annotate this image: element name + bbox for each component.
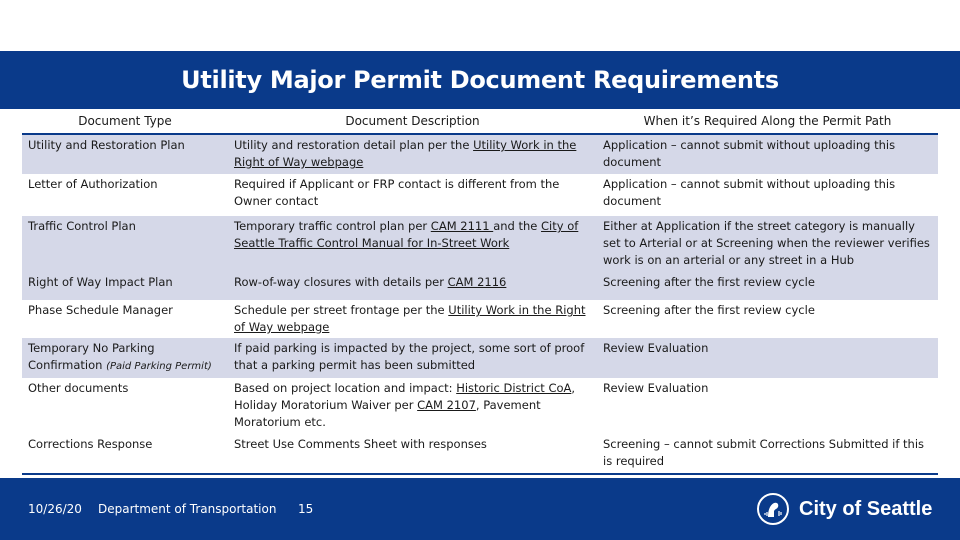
description-text: , Pavement Moratorium etc.: [234, 398, 541, 429]
table-row: [22, 216, 938, 272]
description-text: and the: [493, 219, 542, 233]
cell-document-type: Phase Schedule Manager: [28, 303, 173, 317]
column-header-document-type: Document Type: [22, 110, 228, 134]
footer-department: Department of Transportation: [98, 502, 277, 516]
cell-document-description: [228, 272, 597, 300]
cell-document-description: [228, 378, 597, 434]
footer-date: 10/26/20: [28, 502, 82, 516]
cell-when-required: Application – cannot submit without uploading this document: [597, 134, 938, 174]
cell-document-type: Right of Way Impact Plan: [22, 272, 228, 300]
table-header-row: [22, 110, 938, 134]
table-row: [22, 338, 938, 378]
table-row: [22, 134, 938, 174]
description-text: Required if Applicant or FRP contact is different from the Owner contact: [234, 177, 560, 208]
description-text: Row-of-way closures with details per: [234, 275, 448, 289]
cell-document-description: [228, 434, 597, 474]
utility-work-webpage-link[interactable]: Utility Work in the Right of Way webpage: [234, 138, 577, 169]
historic-district-coa-link[interactable]: Historic District CoA: [456, 381, 572, 395]
page-title: Utility Major Permit Document Requirements: [0, 51, 960, 109]
cell-when-required: Review Evaluation: [597, 338, 938, 378]
description-text: Utility and restoration detail plan per the: [234, 138, 474, 152]
city-of-seattle-logo-icon: [757, 493, 789, 525]
document-type-text: Temporary No Parking Confirmation: [28, 341, 155, 372]
table-row: [22, 378, 938, 434]
description-text: , Holiday Moratorium Waiver per: [234, 381, 576, 412]
cell-document-description: [228, 300, 597, 338]
column-header-document-description: Document Description: [228, 110, 597, 134]
footer-bar: [0, 478, 960, 540]
cell-document-type: Other documents: [28, 381, 129, 395]
utility-work-webpage-link[interactable]: Utility Work in the Right of Way webpage: [234, 303, 586, 334]
city-of-seattle-logo: [757, 492, 947, 526]
requirements-table-container: [22, 110, 938, 475]
cell-document-description: [228, 216, 597, 272]
requirements-table: [22, 110, 938, 475]
cell-when-required: Either at Application if the street category is manually set to Arterial or at Screening when the reviewer verifies work is on an arterial or any street in a Hub: [597, 216, 938, 272]
cell-document-type: Utility and Restoration Plan: [22, 134, 228, 174]
cam-2116-link[interactable]: CAM 2116: [447, 275, 507, 289]
description-text: Schedule per street frontage per the: [234, 303, 449, 317]
table-row: [22, 300, 938, 338]
column-header-when-required: When it’s Required Along the Permit Path: [597, 110, 938, 134]
cell-document-description: [228, 174, 597, 216]
cell-when-required: Screening after the first review cycle: [603, 303, 815, 317]
table-row: [22, 174, 938, 216]
page-number: 15: [298, 502, 314, 516]
cell-document-description: [228, 338, 597, 378]
cell-when-required: Application – cannot submit without uploading this document: [603, 177, 896, 208]
cell-document-type: Letter of Authorization: [28, 177, 158, 191]
description-text: Based on project location and impact:: [234, 381, 457, 395]
cam-2107-link[interactable]: CAM 2107: [417, 398, 476, 412]
table-row: [22, 434, 938, 474]
cell-document-type: Corrections Response: [22, 434, 228, 474]
table-row: [22, 272, 938, 300]
traffic-control-manual-link[interactable]: City of Seattle Traffic Control Manual for In-Street Work: [234, 219, 579, 250]
description-text: If paid parking is impacted by the project, some sort of proof that a parking permit has been submitted: [234, 341, 585, 372]
cell-when-required: Review Evaluation: [603, 381, 709, 395]
logo-text: City of Seattle: [799, 497, 933, 520]
cell-document-type: [22, 338, 228, 378]
description-text: Temporary traffic control plan per: [234, 219, 431, 233]
cell-when-required: Screening – cannot submit Corrections Submitted if this is required: [597, 434, 938, 474]
document-type-note: (Paid Parking Permit): [106, 361, 212, 372]
description-text: Street Use Comments Sheet with responses: [234, 437, 487, 451]
cell-document-type: Traffic Control Plan: [22, 216, 228, 272]
cam-2111-link[interactable]: CAM 2111: [430, 219, 494, 233]
cell-when-required: Screening after the first review cycle: [597, 272, 938, 300]
cell-document-description: [228, 134, 597, 174]
